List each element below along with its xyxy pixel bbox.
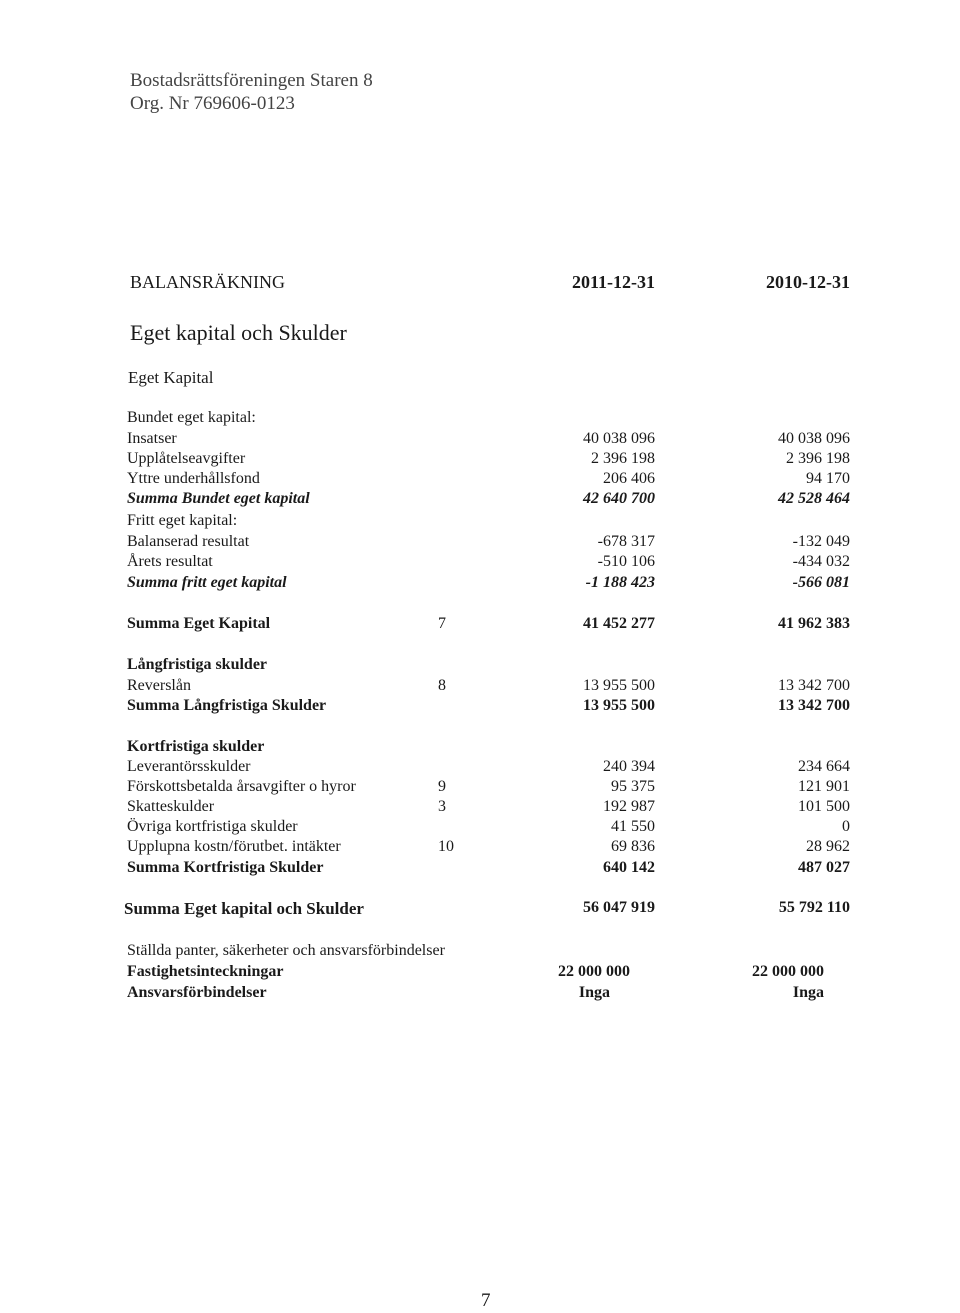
- value-2011: 40 038 096: [583, 430, 655, 447]
- value-2011: 240 394: [603, 758, 655, 775]
- value-2010: 2 396 198: [786, 450, 850, 467]
- value-2010: 42 528 464: [778, 490, 850, 507]
- row-label: Balanserad resultat: [127, 533, 250, 550]
- row-label: Årets resultat: [127, 553, 213, 570]
- value-2011: 13 955 500: [583, 677, 655, 694]
- row-label: Summa fritt eget kapital: [127, 574, 287, 591]
- value-2010: 13 342 700: [778, 677, 850, 694]
- kort-heading: Kortfristiga skulder: [127, 738, 265, 755]
- row-label: Upplåtelseavgifter: [127, 450, 246, 467]
- value-2011: Inga: [578, 984, 610, 1001]
- value-2010: 22 000 000: [752, 963, 824, 980]
- note-number: 10: [438, 838, 454, 855]
- value-2010: 13 342 700: [778, 697, 850, 714]
- value-2011: 2 396 198: [591, 450, 655, 467]
- organization-name: Bostadsrättsföreningen Staren 8: [130, 70, 373, 91]
- value-2010: -566 081: [792, 574, 850, 591]
- row-label: Summa Eget kapital och Skulder: [124, 899, 364, 918]
- section-title: Eget kapital och Skulder: [130, 320, 347, 345]
- value-2010: 487 027: [798, 859, 850, 876]
- value-2011: 42 640 700: [583, 490, 655, 507]
- note-number: 7: [438, 615, 446, 632]
- lang-heading: Långfristiga skulder: [127, 656, 268, 673]
- value-2011: 41 452 277: [583, 615, 655, 632]
- value-2010: -434 032: [792, 553, 850, 570]
- value-2011: 640 142: [603, 859, 655, 876]
- value-2010: 234 664: [798, 758, 850, 775]
- value-2010: 94 170: [806, 470, 850, 487]
- note-number: 8: [438, 677, 446, 694]
- column-header-2010: 2010-12-31: [766, 272, 850, 292]
- row-label: Reverslån: [127, 677, 191, 694]
- panter-heading: Ställda panter, säkerheter och ansvarsförbindelser: [127, 942, 445, 959]
- value-2011: -510 106: [597, 553, 655, 570]
- value-2011: 95 375: [611, 778, 655, 795]
- note-number: 9: [438, 778, 446, 795]
- value-2010: 40 038 096: [778, 430, 850, 447]
- row-label: Fastighetsinteckningar: [127, 963, 284, 980]
- value-2011: 69 836: [611, 838, 655, 855]
- value-2011: 13 955 500: [583, 697, 655, 714]
- row-label: Skatteskulder: [127, 798, 215, 815]
- value-2010: Inga: [792, 984, 824, 1001]
- row-label: Summa Bundet eget kapital: [127, 490, 310, 507]
- row-label: Övriga kortfristiga skulder: [127, 818, 298, 835]
- value-2011: 192 987: [603, 798, 655, 815]
- organization-number: Org. Nr 769606-0123: [130, 93, 295, 114]
- value-2010: 28 962: [806, 838, 850, 855]
- note-number: 3: [438, 798, 446, 815]
- value-2011: -1 188 423: [585, 574, 655, 591]
- value-2011: 56 047 919: [583, 899, 655, 916]
- column-header-2011: 2011-12-31: [572, 272, 655, 292]
- value-2010: 121 901: [798, 778, 850, 795]
- row-label: Upplupna kostn/förutbet. intäkter: [127, 838, 341, 855]
- row-label: Summa Kortfristiga Skulder: [127, 859, 324, 876]
- row-label: Förskottsbetalda årsavgifter o hyror: [127, 778, 356, 795]
- value-2011: -678 317: [597, 533, 655, 550]
- bundet-heading: Bundet eget kapital:: [127, 409, 256, 426]
- row-label: Summa Långfristiga Skulder: [127, 697, 327, 714]
- value-2010: -132 049: [792, 533, 850, 550]
- row-label: Insatser: [127, 430, 177, 447]
- row-label: Leverantörsskulder: [127, 758, 251, 775]
- eget-kapital-heading: Eget Kapital: [128, 368, 214, 387]
- value-2011: 206 406: [603, 470, 655, 487]
- page-number: 7: [481, 1290, 491, 1311]
- value-2010: 41 962 383: [778, 615, 850, 632]
- value-2011: 41 550: [611, 818, 655, 835]
- value-2011: 22 000 000: [558, 963, 630, 980]
- fritt-heading: Fritt eget kapital:: [127, 512, 238, 529]
- row-label: Yttre underhållsfond: [127, 470, 260, 487]
- row-label: Ansvarsförbindelser: [127, 984, 267, 1001]
- value-2010: 55 792 110: [778, 899, 850, 916]
- value-2010: 101 500: [798, 798, 850, 815]
- row-label: Summa Eget Kapital: [127, 615, 271, 632]
- value-2010: 0: [842, 818, 850, 835]
- report-title: BALANSRÄKNING: [130, 272, 286, 292]
